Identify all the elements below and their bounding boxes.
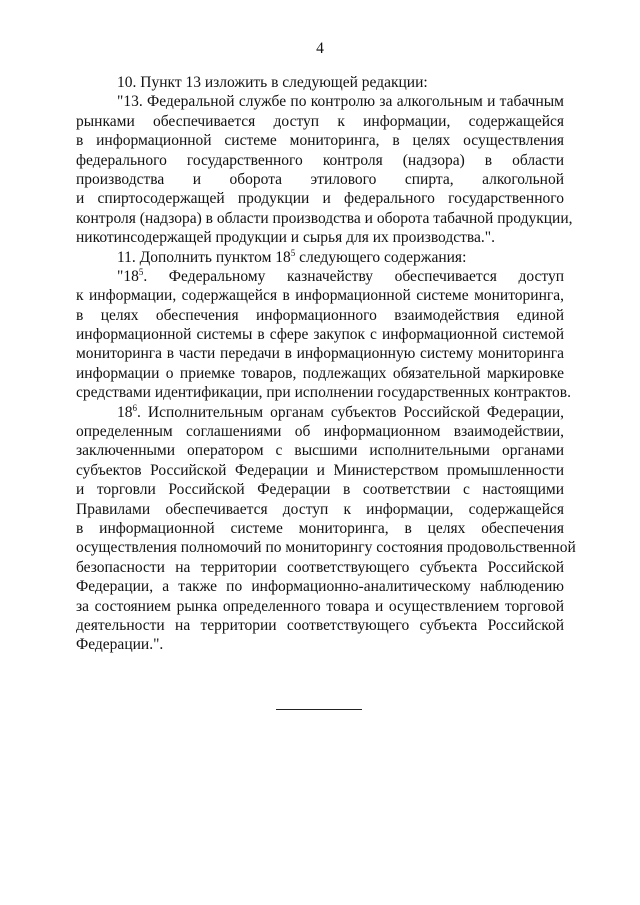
point-18-5-number: "18	[117, 267, 139, 285]
item-10-line: производства и оборота этилового спирта, алкогольной	[76, 170, 564, 188]
page-number: 4	[316, 40, 324, 57]
point-18-6-line: за состоянием рынка определенного товара и осуществлением торговой	[76, 597, 564, 615]
item-10-line: федерального государственного контроля (надзора) в области	[76, 151, 564, 169]
superscript: 6	[132, 402, 137, 413]
point-18-6-line: безопасности на территории соответствующего субъекта Российской	[76, 558, 564, 576]
item-11-heading-text: следующего содержания:	[295, 248, 467, 266]
item-10-line: контроля (надзора) в области производства и оборота табачной продукции,	[76, 209, 573, 227]
point-18-6-line: осуществления полномочий по мониторингу состояния продовольственной	[76, 539, 576, 557]
point-18-6-number: 18	[117, 403, 133, 421]
superscript: 5	[138, 266, 144, 277]
point-18-6-lead-text: . Исполнительным органам субъектов Российской Федерации,	[137, 403, 564, 421]
item-10-line: никотинсодержащей продукции и сырья для их производства.".	[76, 229, 495, 247]
point-18-5-lead-text: . Федеральному казначейству обеспечивается доступ	[143, 267, 564, 285]
point-18-6-lead	[76, 403, 564, 422]
point-18-6-line: заключенными оператором с высшими исполнительными органами	[76, 442, 564, 460]
point-18-6-line: Федерации, а также по информационно-аналитическому наблюдению	[76, 578, 564, 596]
point-18-5-lead	[76, 267, 564, 286]
item-11-heading	[76, 248, 564, 267]
point-18-5-line: информационной системы в сфере закупок с информационной системой	[76, 326, 564, 344]
item-10-line: и спиртосодержащей продукции и федерального государственного	[76, 190, 564, 208]
point-18-6-line: Правилами обеспечивается доступ к информации, содержащейся	[76, 500, 564, 518]
point-18-6-line: определенным соглашениями об информационном взаимодействии,	[76, 423, 564, 441]
point-18-6-line: в информационной системе мониторинга, в целях обеспечения	[76, 519, 564, 537]
document-body	[76, 73, 576, 655]
point-18-5-line: в целях обеспечения информационного взаимодействия единой	[76, 306, 564, 324]
item-10-line: в информационной системе мониторинга, в целях осуществления	[76, 132, 564, 150]
item-10-heading: 10. Пункт 13 изложить в следующей редакции:	[117, 74, 428, 91]
item-10-line: рынками обеспечивается доступ к информации, содержащейся	[76, 112, 564, 130]
item-10-line: "13. Федеральной службе по контролю за алкогольным и табачным	[117, 93, 564, 111]
point-18-5-line: мониторинга в части передачи в информационную систему мониторинга	[76, 345, 564, 363]
point-18-6-line: субъектов Российской Федерации и Министерством промышленности	[76, 461, 564, 479]
point-18-5-line: средствами идентификации, при исполнении государственных контрактов.	[76, 384, 571, 402]
point-18-6-last-line: Федерации.".	[76, 636, 164, 654]
point-18-6-line: деятельности на территории соответствующего субъекта Российской	[76, 616, 564, 634]
end-of-text-rule	[276, 709, 362, 710]
point-18-6-line: и торговли Российской Федерации в соответствии с настоящими	[76, 481, 564, 499]
point-18-5-line: информации о приемке товаров, подлежащих обязательной маркировке	[76, 364, 564, 382]
item-11-heading-text: 11. Дополнить пунктом 18	[117, 248, 291, 266]
point-18-5-line: к информации, содержащейся в информационной системе мониторинга,	[76, 287, 564, 305]
superscript: 5	[290, 247, 296, 258]
